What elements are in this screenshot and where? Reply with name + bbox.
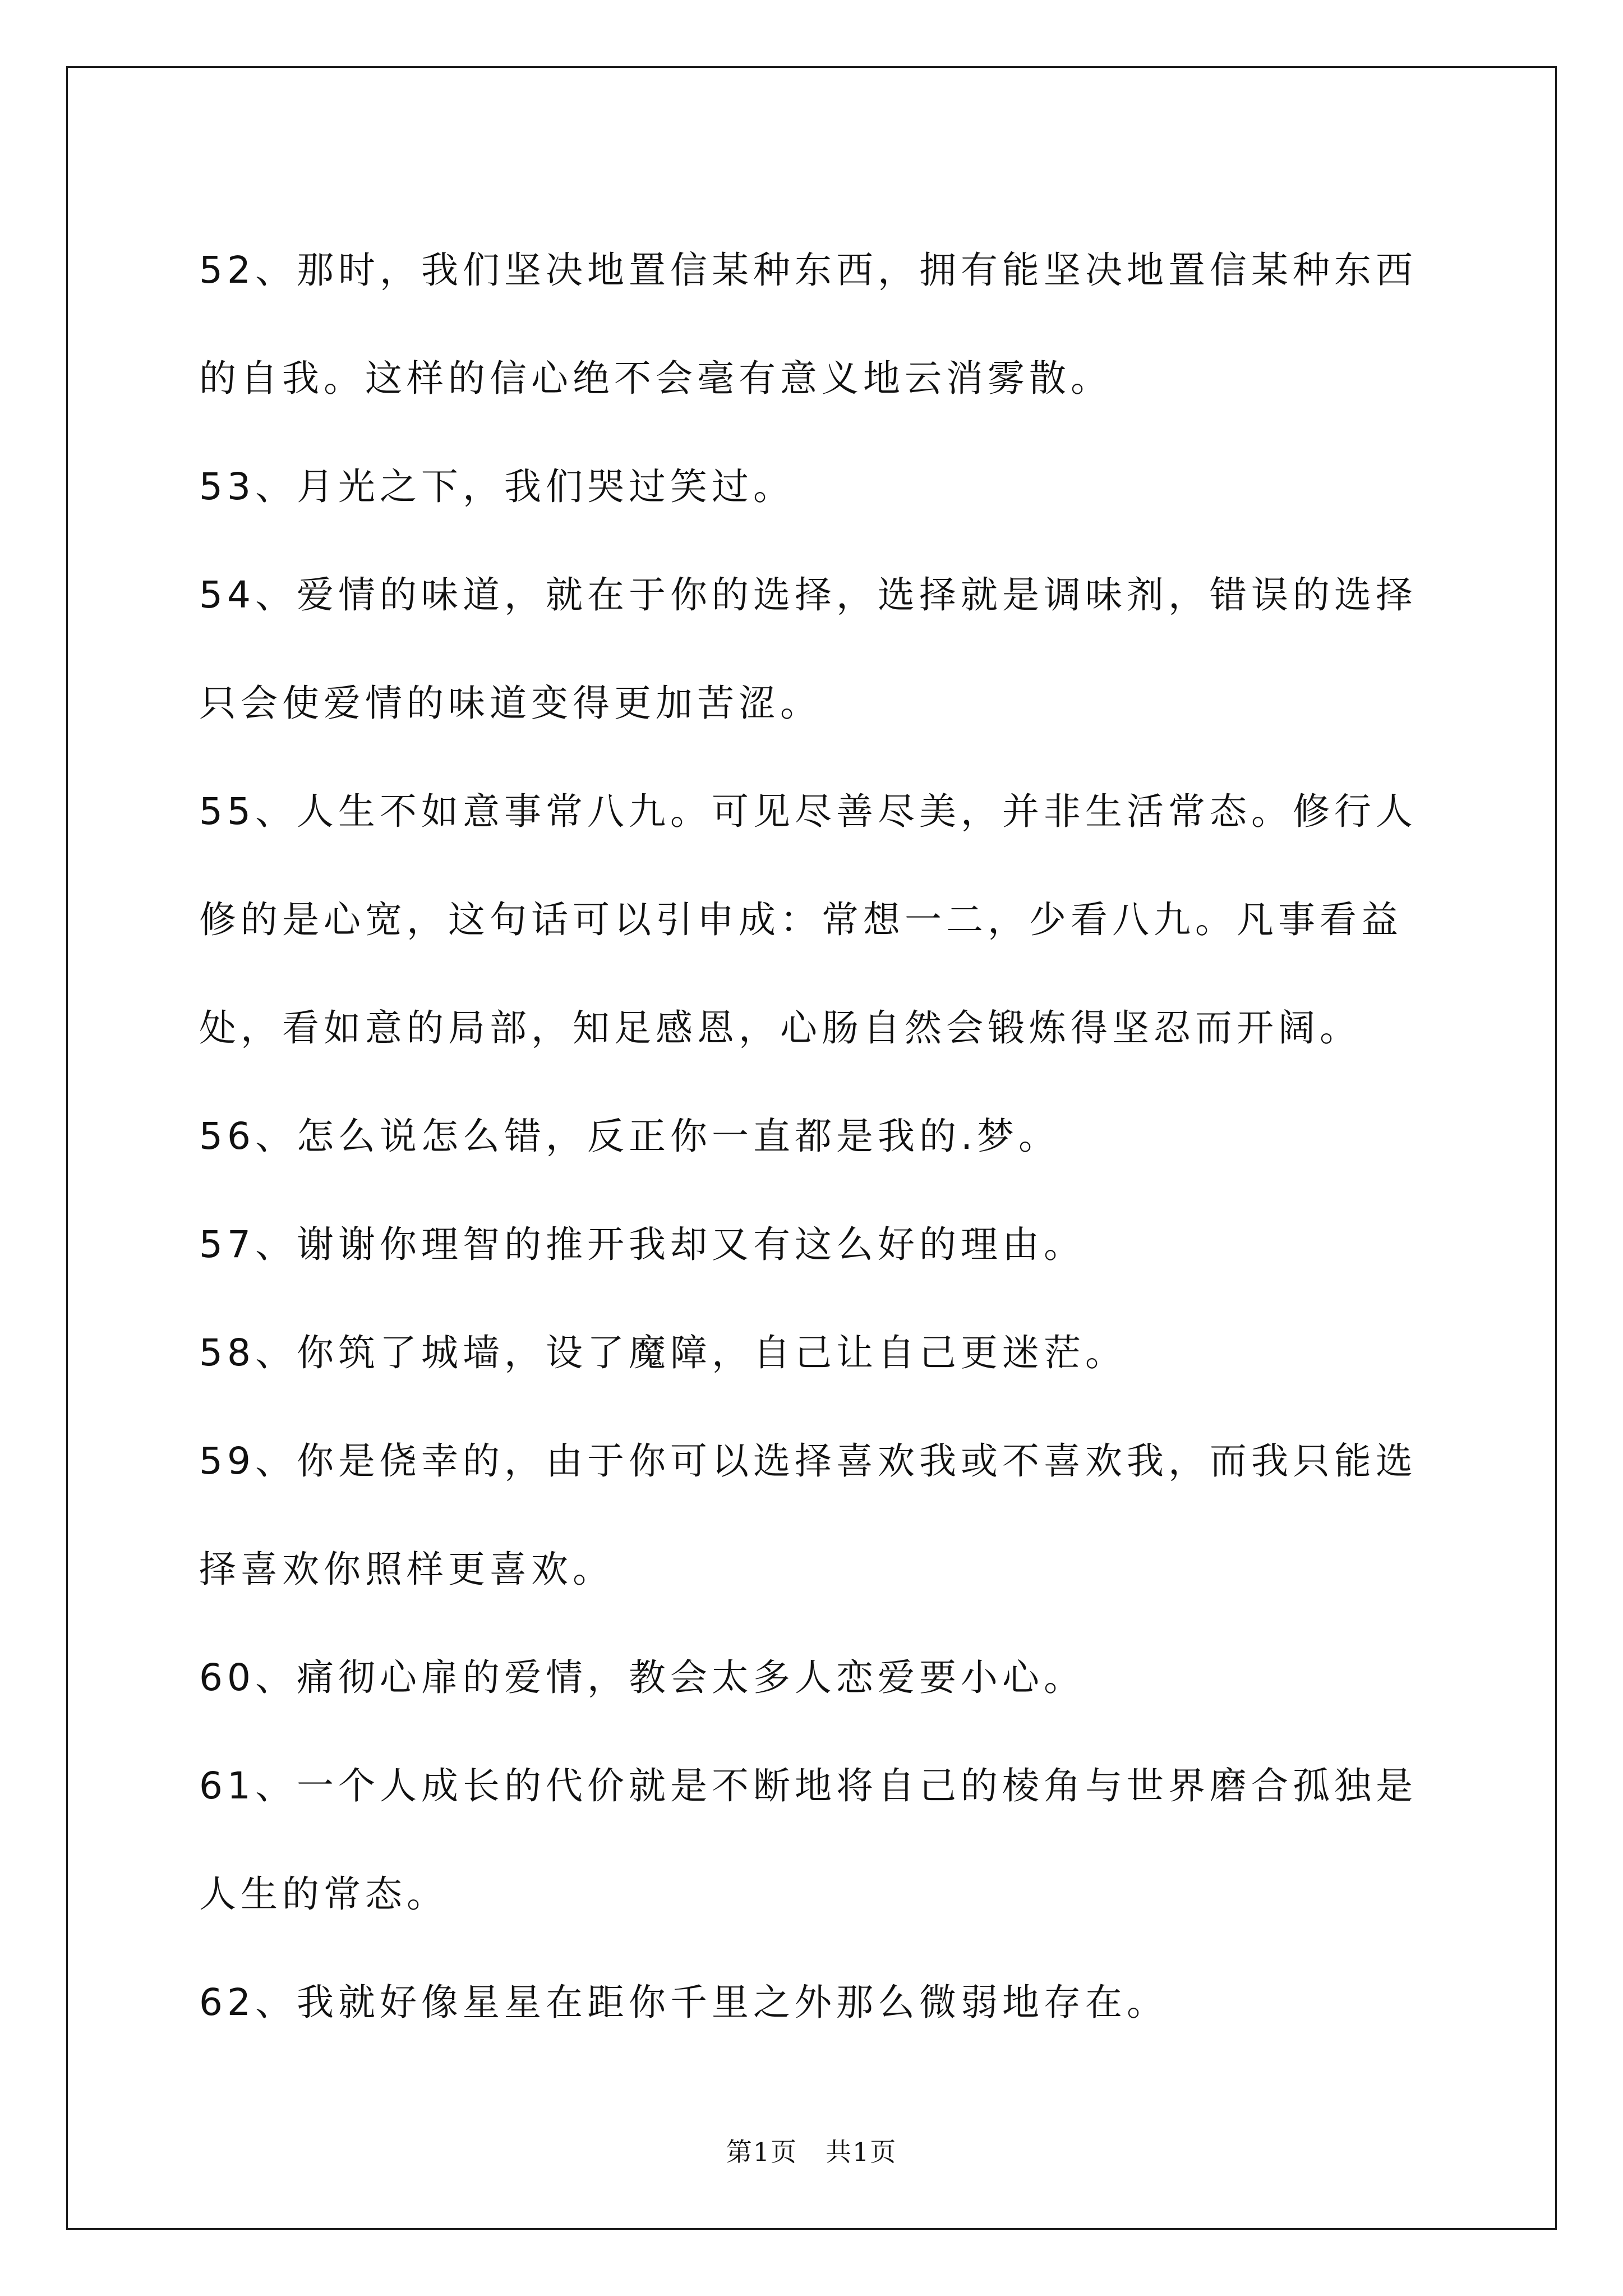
paragraph-58: 58、你筑了城墙，设了魔障，自己让自己更迷茫。 xyxy=(199,1331,1127,1374)
paragraph-57: 57、谢谢你理智的推开我却又有这么好的理由。 xyxy=(199,1223,1085,1266)
page-footer xyxy=(0,2132,1623,2169)
paragraph-59: 59、你是侥幸的，由于你可以选择喜欢我或不喜欢我，而我只能选择喜欢你照样更喜欢。 xyxy=(199,1439,1417,1591)
paragraph-61: 61、一个人成长的代价就是不断地将自己的棱角与世界磨合孤独是人生的常态。 xyxy=(199,1764,1417,1916)
paragraph-53: 53、月光之下，我们哭过笑过。 xyxy=(199,465,795,508)
paragraph-60: 60、痛彻心扉的爱情，教会太多人恋爱要小心。 xyxy=(199,1656,1085,1699)
paragraph-52: 52、那时，我们坚决地置信某种东西，拥有能坚决地置信某种东西的自我。这样的信心绝不会毫有意义地云消雾散。 xyxy=(199,249,1417,400)
document-body xyxy=(199,216,1433,2056)
paragraph-55: 55、人生不如意事常八九。可见尽善尽美，并非生活常态。修行人修的是心宽，这句话可以引申成：常想一二，少看八九。凡事看益处，看如意的局部，知足感恩，心肠自然会锻炼得坚忍而开阔。 xyxy=(199,790,1417,1050)
page-number-total: 共1页 xyxy=(826,2137,897,2167)
paragraph-56: 56、怎么说怎么错，反正你一直都是我的.梦。 xyxy=(199,1115,1060,1158)
paragraph-54: 54、爱情的味道，就在于你的选择，选择就是调味剂，错误的选择只会使爱情的味道变得更加苦涩。 xyxy=(199,573,1417,725)
paragraph-62: 62、我就好像星星在距你千里之外那么微弱地存在。 xyxy=(199,1981,1168,2024)
page-number-current: 第1页 xyxy=(726,2137,797,2167)
